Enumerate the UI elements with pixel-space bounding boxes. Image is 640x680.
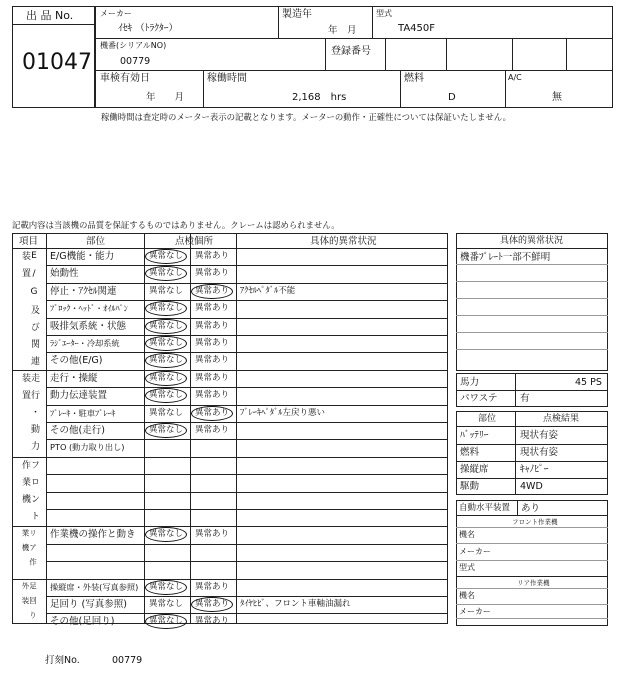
lot-label: 出 品 No. xyxy=(26,9,74,22)
rear-maker: メーカー xyxy=(459,607,491,616)
check-result: 4WD xyxy=(520,481,543,492)
year-unit: 年 月 xyxy=(328,25,357,36)
group-label: 足 回 り 外 装 xyxy=(21,581,38,618)
circled-ok-mark xyxy=(145,371,187,386)
row-part: PTO (動力取り出し) xyxy=(50,442,125,453)
result-header: 点検結果 xyxy=(543,414,580,424)
group-label: フ ロ ン ト 作 業 機 xyxy=(20,459,39,519)
row-divider xyxy=(46,318,448,319)
check-divider xyxy=(456,461,608,462)
row-divider xyxy=(46,300,448,301)
power-label: 馬力 xyxy=(460,377,480,388)
option-ng[interactable]: 異常あり xyxy=(195,251,230,261)
option-ng[interactable]: 異常あり xyxy=(195,616,230,627)
circled-ng-mark xyxy=(191,406,233,421)
circled-ng-mark xyxy=(191,284,233,299)
lot-number: 01047 xyxy=(22,50,92,75)
row-part: その他(E/G) xyxy=(50,355,103,367)
hours-notice: 稼働時間は査定時のメーター表示の記載となります。メーターの動作・正確性については保証いたしません。 xyxy=(101,112,512,122)
check-divider xyxy=(456,444,608,445)
option-ng[interactable]: 異常あり xyxy=(195,355,230,366)
fuel-label: 燃料 xyxy=(404,73,424,84)
circled-ok-mark xyxy=(145,423,187,438)
row-part: ﾌﾞﾚｰｷ・駐車ﾌﾞﾚｰｷ xyxy=(50,407,116,418)
col-detail: 具体的異常状況 xyxy=(310,236,377,247)
check-part: 操縦席 xyxy=(460,464,489,475)
disclaimer-text: 記載内容は当該機の品質を保証するものではありません。クレームは認められません。 xyxy=(12,220,340,230)
option-ng[interactable]: 異常あり xyxy=(195,320,230,331)
option-ok[interactable]: 異常なし xyxy=(149,390,184,401)
option-ng[interactable]: 異常あり xyxy=(195,599,230,609)
option-ok[interactable]: 異常なし xyxy=(149,251,184,261)
detail-text: 機番ﾌﾟﾚｰﾄ一部不鮮明 xyxy=(460,252,551,263)
option-ok[interactable]: 異常なし xyxy=(149,407,184,418)
option-ok[interactable]: 異常なし xyxy=(149,268,184,279)
hours-value: 2,168 hrs xyxy=(292,92,347,103)
row-part: ﾌﾞﾛｯｸ・ﾍｯﾄﾞ・ｵｲﾙﾊﾟﾝ xyxy=(50,303,128,314)
inspect-unit: 年 月 xyxy=(146,92,185,103)
row-part: 停止・ｱｸｾﾙ関連 xyxy=(50,285,117,297)
leveler-value: あり xyxy=(521,503,541,514)
row-part: 足回り (写真参照) xyxy=(50,599,127,610)
row-divider xyxy=(12,370,448,371)
check-result: ｷｬﾉﾋﾟｰ xyxy=(520,464,549,475)
check-part: 燃料 xyxy=(460,447,480,458)
option-ok[interactable]: 異常なし xyxy=(149,320,184,331)
row-divider xyxy=(46,474,448,475)
option-ok[interactable]: 異常なし xyxy=(149,616,184,627)
leveler-label: 自動水平装置 xyxy=(459,503,511,513)
option-ok[interactable]: 異常なし xyxy=(149,338,184,348)
hours-label: 稼働時間 xyxy=(207,73,247,84)
option-ng[interactable]: 異常あり xyxy=(195,285,230,296)
row-divider xyxy=(46,422,448,423)
stamp-value: 00779 xyxy=(112,655,143,666)
option-ng[interactable]: 異常あり xyxy=(195,425,230,435)
option-ng[interactable]: 異常あり xyxy=(195,529,230,540)
check-result: 現状有姿 xyxy=(520,447,559,458)
check-part: 駆動 xyxy=(460,481,480,492)
front-header: フロント作業機 xyxy=(512,518,558,526)
row-divider xyxy=(46,596,448,597)
option-ok[interactable]: 異常なし xyxy=(149,355,184,366)
option-ok[interactable]: 異常なし xyxy=(149,599,184,609)
option-ng[interactable]: 異常あり xyxy=(195,372,230,383)
option-ok[interactable]: 異常なし xyxy=(149,425,184,435)
year-label: 製造年 xyxy=(282,9,312,20)
serial-label: 機番(シリアルNO) xyxy=(100,41,167,50)
front-maker: メーカー xyxy=(459,547,491,556)
row-divider xyxy=(46,283,448,284)
col-item: 項目 xyxy=(19,236,39,247)
ac-label: A/C xyxy=(508,73,522,82)
circled-ok-mark xyxy=(145,614,187,629)
front-model: 型式 xyxy=(459,563,475,572)
check-divider xyxy=(456,478,608,479)
row-divider xyxy=(46,613,448,614)
ps-value: 有 xyxy=(520,393,530,404)
group-label: リ ア 作 業 機 xyxy=(21,529,38,565)
row-part: E/G機能・能力 xyxy=(50,251,115,262)
circled-ng-mark xyxy=(191,597,233,612)
row-divider xyxy=(12,457,448,458)
row-divider xyxy=(46,439,448,440)
row-divider xyxy=(46,335,448,336)
check-divider xyxy=(456,426,608,427)
option-ng[interactable]: 異常あり xyxy=(195,581,230,592)
circled-ok-mark xyxy=(145,249,187,264)
row-divider xyxy=(46,544,448,545)
row-divider xyxy=(46,352,448,353)
serial-value: 00779 xyxy=(120,56,151,67)
row-divider xyxy=(12,526,448,527)
power-value: 45 PS xyxy=(575,377,602,388)
row-part: その他(走行) xyxy=(50,425,105,436)
option-ng[interactable]: 異常あり xyxy=(195,338,230,348)
row-divider xyxy=(46,405,448,406)
option-ng[interactable]: 異常あり xyxy=(195,407,230,418)
col-part: 部位 xyxy=(86,236,106,247)
option-ok[interactable]: 異常なし xyxy=(149,303,184,314)
reg-label: 登録番号 xyxy=(331,46,371,57)
group-label: 走 行 ・ 動 力 装 置 xyxy=(20,372,39,449)
circled-ok-mark xyxy=(145,580,187,595)
row-divider xyxy=(46,387,448,388)
row-part: 吸排気系統・状態 xyxy=(50,320,127,332)
row-part: ﾗｼﾞｴｰﾀｰ・冷却系統 xyxy=(50,338,120,348)
row-part: 動力伝達装置 xyxy=(50,390,108,402)
option-ok[interactable]: 異常なし xyxy=(149,372,184,383)
option-ok[interactable]: 異常なし xyxy=(149,581,184,592)
part-header: 部位 xyxy=(478,414,497,424)
row-detail: ﾀｲﾔﾋﾋﾞ、フロント車軸油漏れ xyxy=(240,599,351,609)
group-label: E / G 及 び 関 連 装 置 xyxy=(20,251,39,364)
model-label: 型式 xyxy=(376,9,392,18)
maker-label: メーカー xyxy=(100,9,132,18)
row-divider xyxy=(46,509,448,510)
row-part: 作業機の操作と動き xyxy=(50,529,136,541)
col-check: 点検個所 xyxy=(175,236,214,247)
ac-value: 無 xyxy=(552,92,562,103)
front-name: 機名 xyxy=(459,530,475,539)
row-part: 走行・操縦 xyxy=(50,372,98,384)
row-part: 始動性 xyxy=(50,268,79,280)
row-divider xyxy=(46,492,448,493)
check-part: ﾊﾞｯﾃﾘｰ xyxy=(460,430,489,441)
row-detail: ﾌﾞﾚｰｷﾍﾟﾀﾞﾙ左戻り悪い xyxy=(240,407,326,418)
stamp-label: 打刻No. xyxy=(45,655,80,666)
option-ng[interactable]: 異常あり xyxy=(195,390,230,401)
option-ng[interactable]: 異常あり xyxy=(195,303,230,314)
rear-name: 機名 xyxy=(459,591,475,600)
row-part: 操縦席・外装(写真参照) xyxy=(50,581,139,592)
option-ng[interactable]: 異常あり xyxy=(195,268,230,279)
option-ok[interactable]: 異常なし xyxy=(149,529,184,540)
check-result: 現状有姿 xyxy=(520,430,559,441)
maker-value: ｲｾｷ （ﾄﾗｸﾀｰ） xyxy=(118,23,179,34)
fuel-value: D xyxy=(448,92,456,103)
rear-header: リア作業機 xyxy=(517,579,550,587)
model-value: TA450F xyxy=(398,23,436,34)
inspect-label: 車検有効日 xyxy=(100,73,150,84)
option-ok[interactable]: 異常なし xyxy=(149,285,184,296)
detail-header: 具体的異常状況 xyxy=(500,236,564,246)
row-divider xyxy=(46,265,448,266)
row-divider xyxy=(46,561,448,562)
circled-ok-mark xyxy=(145,336,187,351)
row-detail: ｱｸｾﾙﾍﾟﾀﾞﾙ不能 xyxy=(240,285,296,296)
row-part: その他(足回り) xyxy=(50,616,115,628)
ps-label: パワステ xyxy=(460,393,498,404)
row-divider xyxy=(12,579,448,580)
circled-ok-mark xyxy=(145,319,187,334)
